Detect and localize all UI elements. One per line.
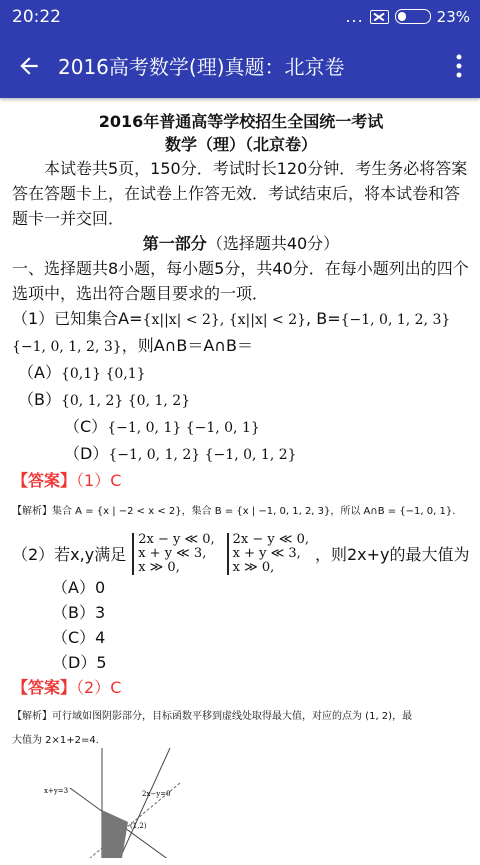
option-math: {−1, 0, 1, 2} {−1, 0, 1, 2} <box>108 447 297 463</box>
option-label: （A） <box>18 363 61 382</box>
q1-option-c <box>12 414 470 441</box>
status-bar <box>0 0 480 33</box>
answer-2 <box>12 675 470 700</box>
document-content <box>0 98 480 865</box>
option-math: {0, 1, 2} {0, 1, 2} <box>60 393 191 409</box>
back-arrow-icon <box>16 53 42 79</box>
app-toolbar <box>0 33 480 98</box>
q1-set-b: {−1, 0, 1, 2, 3} <box>340 312 451 328</box>
option-label: （B） <box>18 390 61 409</box>
answer-1 <box>12 468 470 493</box>
explanation-2-line1: 【解析】可行域如图阴影部分，目标函数平移到虚线处取得最大值，对应的点为 (1, 2)，最 <box>12 711 413 722</box>
system-line: 2x − y ≪ 0, <box>138 532 215 547</box>
doc-subheading: 数学（理）（北京卷） <box>164 135 317 154</box>
intro-paragraph: 本试卷共5页，150分．考试时长120分钟．考生务必将答案答在答题卡上，在试卷上作答无效．考试结束后，将本试卷和答题卡一并交回． <box>12 159 468 228</box>
more-vert-icon <box>455 53 463 79</box>
q2-option-d: （D）5 <box>52 653 107 672</box>
back-button[interactable] <box>0 33 58 98</box>
feasible-region-graph <box>30 748 230 858</box>
doc-heading: 2016年普通高等学校招生全国统一考试 <box>98 112 384 131</box>
answer-value: （1）C <box>76 471 122 490</box>
feasible-region-shade <box>102 810 128 858</box>
q2-system-2 <box>227 533 309 575</box>
q1-option-a <box>12 360 470 387</box>
q2-prefix: （2）若x,y满足 <box>12 544 127 564</box>
q2-option-a: （A）0 <box>52 578 106 597</box>
graph-label-line2: 2x−y=0 <box>142 790 171 798</box>
option-math: {−1, 0, 1} {−1, 0, 1} <box>107 420 260 436</box>
notification-dots-icon: ... <box>345 7 364 26</box>
q1-mid: , B= <box>306 309 341 328</box>
graph-label-point: (1,2) <box>130 822 147 830</box>
line-2x-minus-y <box>120 748 170 858</box>
explanation-2-line2: 大值为 2×1+2=4. <box>12 735 99 746</box>
system-line: x ≫ 0, <box>138 560 180 575</box>
system-line: x ≫ 0, <box>232 560 275 575</box>
page-title: 2016高考数学(理)真题：北京卷 <box>58 55 345 79</box>
graph-label-line1: x+y=3 <box>44 787 69 795</box>
answer-tag: 【答案】 <box>12 678 77 697</box>
part-heading-bold: 第一部分 <box>142 234 207 253</box>
option-label: （D） <box>64 444 109 463</box>
status-time: 20:22 <box>12 6 61 27</box>
q1-set-a: {x||x| < 2}, {x||x| < 2} <box>142 312 307 328</box>
system-line: x + y ≪ 3, <box>232 546 301 561</box>
q1-option-d <box>12 441 470 468</box>
part-heading <box>12 231 470 256</box>
option-math: {0,1} {0,1} <box>60 366 146 382</box>
q2-suffix: ，则2x+y的最大值为 <box>315 544 470 564</box>
battery-percent: 23% <box>436 7 470 26</box>
q1-prefix: （1）已知集合A= <box>12 309 143 328</box>
q1-option-b <box>12 387 470 414</box>
q2-option-b: （B）3 <box>52 603 106 622</box>
q2-system-1 <box>132 533 214 575</box>
question-1 <box>12 306 470 360</box>
status-icons <box>345 7 470 26</box>
system-line: x + y ≪ 3, <box>138 546 207 561</box>
explanation-1: 【解析】集合 A = {x | −2 < x < 2}，集合 B = {x | −1, 0, 1, 2, 3}，所以 A∩B = {−1, 0, 1}. <box>12 506 456 517</box>
q2-option-c: （C）4 <box>52 628 106 647</box>
more-options-button[interactable] <box>438 33 480 98</box>
no-sim-icon <box>370 10 389 24</box>
part-heading-rest: （选择题共40分） <box>206 234 340 253</box>
option-label: （C） <box>64 417 108 436</box>
q1-set-b-repeat: {−1, 0, 1, 2, 3} <box>12 339 122 355</box>
system-line: 2x − y ≪ 0, <box>232 532 309 547</box>
question-2 <box>12 533 470 575</box>
q1-suffix: ，则A∩B＝A∩B＝ <box>121 336 253 355</box>
section-instructions: 一、选择题共8小题，每小题5分，共40分．在每小题列出的四个选项中，选出符合题目要求的一项． <box>12 259 469 303</box>
answer-tag: 【答案】 <box>12 471 77 490</box>
battery-icon <box>395 9 431 24</box>
explanation-2 <box>12 710 470 748</box>
answer-value: （2）C <box>76 678 122 697</box>
